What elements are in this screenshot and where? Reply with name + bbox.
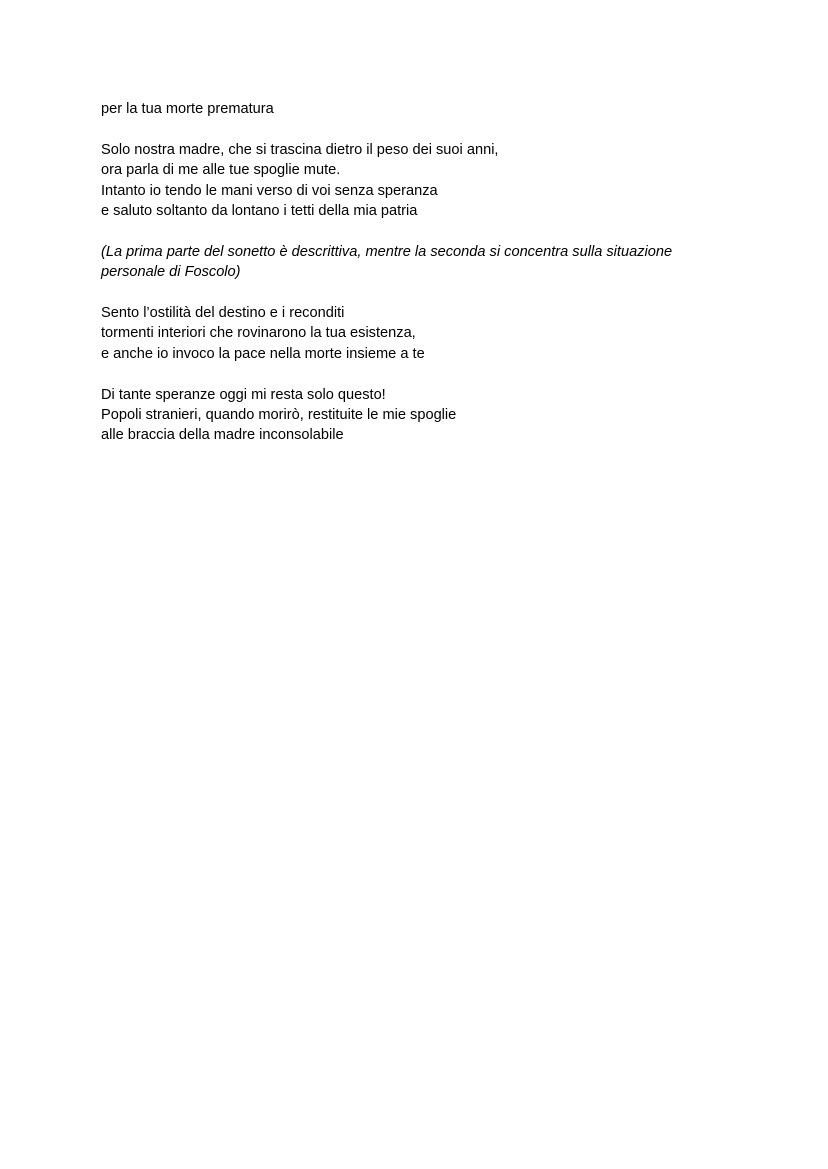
text-line: tormenti interiori che rovinarono la tua esistenza, bbox=[101, 325, 416, 342]
document-body bbox=[101, 99, 741, 466]
note-line: personale di Foscolo) bbox=[101, 264, 241, 281]
commentary-note bbox=[101, 242, 741, 283]
stanza-3 bbox=[101, 303, 741, 364]
stanza-1 bbox=[101, 99, 741, 119]
text-line: Sento l’ostilità del destino e i reconditi bbox=[101, 305, 345, 322]
text-line: Di tante speranze oggi mi resta solo questo! bbox=[101, 386, 386, 403]
text-line: Popoli stranieri, quando morirò, restituite le mie spoglie bbox=[101, 407, 457, 424]
text-line: e saluto soltanto da lontano i tetti della mia patria bbox=[101, 203, 418, 220]
text-line: ora parla di me alle tue spoglie mute. bbox=[101, 162, 341, 179]
text-line: alle braccia della madre inconsolabile bbox=[101, 427, 344, 444]
text-line: e anche io invoco la pace nella morte insieme a te bbox=[101, 345, 425, 362]
note-line: (La prima parte del sonetto è descrittiva, mentre la seconda si concentra sulla situazione bbox=[101, 243, 673, 260]
text-line: Intanto io tendo le mani verso di voi senza speranza bbox=[101, 182, 438, 199]
text-line: per la tua morte prematura bbox=[101, 101, 274, 117]
stanza-2 bbox=[101, 140, 741, 222]
stanza-4 bbox=[101, 385, 741, 446]
text-line: Solo nostra madre, che si trascina dietro il peso dei suoi anni, bbox=[101, 141, 499, 158]
